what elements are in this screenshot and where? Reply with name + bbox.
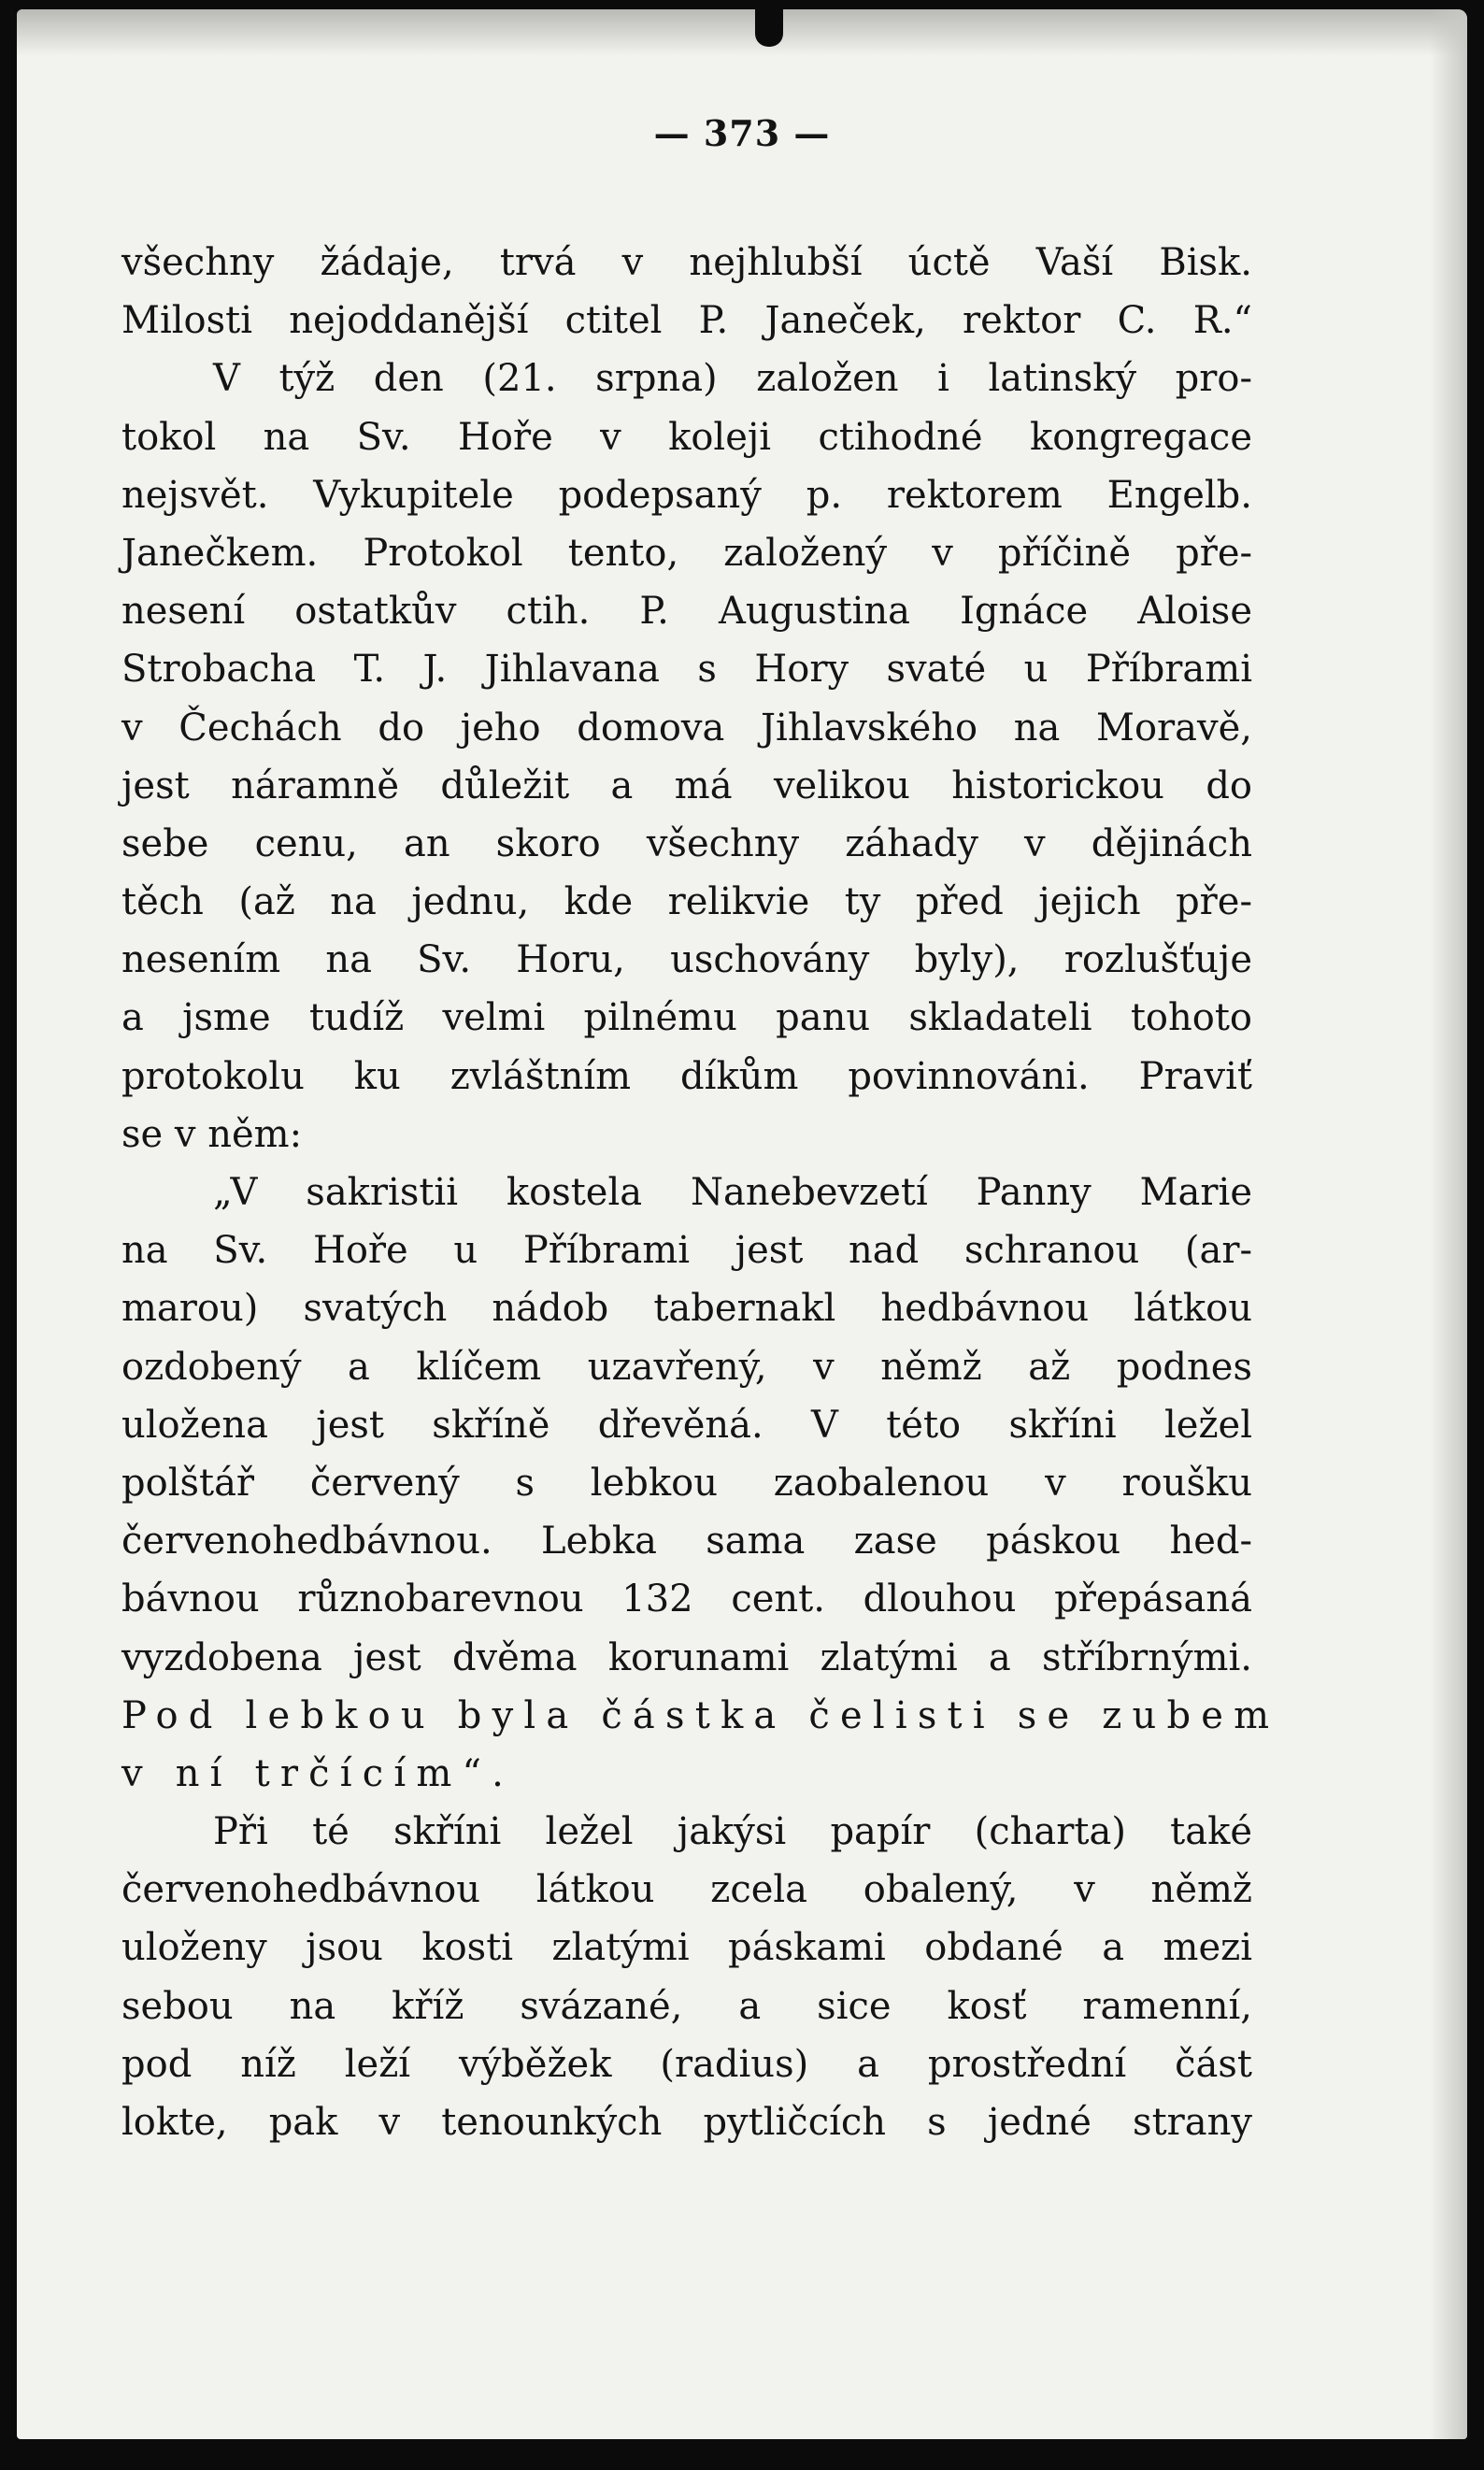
text-line: v ní trčícím“. bbox=[121, 1751, 515, 1795]
text-line: vyzdobena jest dvěma korunami zlatými a stříbrnými. bbox=[121, 1635, 1252, 1679]
scanned-page bbox=[17, 9, 1467, 2439]
text-line: sebou na kříž svázané, a sice kosť ramenní, bbox=[121, 1984, 1252, 2028]
text-line: polštář červený s lebkou zaobalenou v roušku bbox=[121, 1461, 1252, 1505]
text-line: sebe cenu, an skoro všechny záhady v dějinách bbox=[121, 821, 1252, 865]
text-line: jest náramně důležit a má velikou historickou do bbox=[121, 764, 1252, 807]
text-line: nesením na Sv. Horu, uschovány byly), rozlušťuje bbox=[121, 938, 1252, 982]
text-line: na Sv. Hoře u Příbrami jest nad schranou (ar- bbox=[121, 1229, 1252, 1273]
text-line: protokolu ku zvláštním díkům povinnováni. Praviť bbox=[121, 1054, 1252, 1098]
page-number: — 373 — bbox=[653, 112, 831, 154]
text-line: bávnou různobarevnou 132 cent. dlouhou přepásaná bbox=[121, 1578, 1252, 1621]
text-line: nejsvět. Vykupitele podepsaný p. rektorem Engelb. bbox=[121, 473, 1252, 517]
text-line: červenohedbávnou. Lebka sama zase páskou hed- bbox=[121, 1520, 1252, 1563]
text-line: Milosti nejoddanější ctitel P. Janeček, rektor C. R.“ bbox=[121, 299, 1252, 343]
text-line: červenohedbávnou látkou zcela obalený, v němž bbox=[121, 1868, 1252, 1912]
text-line: nesení ostatkův ctih. P. Augustina Ignáce Aloise bbox=[121, 590, 1252, 634]
scan-shadow-top bbox=[17, 9, 1467, 56]
text-line: uložena jest skříně dřevěná. V této skříni ležel bbox=[121, 1403, 1252, 1447]
text-line: Pod lebkou byla částka čelisti se zubem bbox=[121, 1693, 1280, 1737]
text-line: V týž den (21. srpna) založen i latinský pro- bbox=[213, 357, 1252, 401]
body-text bbox=[121, 234, 1280, 2151]
text-line: se v něm: bbox=[121, 1112, 303, 1156]
text-line: Při té skříni ležel jakýsi papír (charta) také bbox=[213, 1810, 1252, 1854]
text-line: a jsme tudíž velmi pilnému panu skladateli tohoto bbox=[121, 996, 1252, 1040]
text-line: Strobacha T. J. Jihlavana s Hory svaté u Příbrami bbox=[121, 648, 1252, 692]
text-line: pod níž leží výběžek (radius) a prostřední část bbox=[121, 2042, 1252, 2086]
text-line: všechny žádaje, trvá v nejhlubší úctě Vaší Bisk. bbox=[121, 241, 1252, 284]
text-line: „V sakristii kostela Nanebevzetí Panny Marie bbox=[213, 1171, 1252, 1214]
text-line: těch (až na jednu, kde relikvie ty před jejich pře- bbox=[121, 880, 1252, 924]
text-line: Janečkem. Protokol tento, založený v příčině pře- bbox=[121, 531, 1252, 575]
text-line: lokte, pak v tenounkých pytličcích s jedné strany bbox=[121, 2101, 1252, 2144]
page-notch bbox=[755, 9, 783, 47]
text-line: uloženy jsou kosti zlatými páskami obdané a mezi bbox=[121, 1926, 1252, 1970]
scan-shadow-right bbox=[1430, 9, 1467, 2439]
text-line: v Čechách do jeho domova Jihlavského na Moravě, bbox=[121, 706, 1252, 750]
text-line: ozdobený a klíčem uzavřený, v němž až podnes bbox=[121, 1345, 1252, 1389]
text-line: tokol na Sv. Hoře v koleji ctihodné kongregace bbox=[121, 415, 1252, 459]
text-line: marou) svatých nádob tabernakl hedbávnou látkou bbox=[121, 1287, 1252, 1331]
